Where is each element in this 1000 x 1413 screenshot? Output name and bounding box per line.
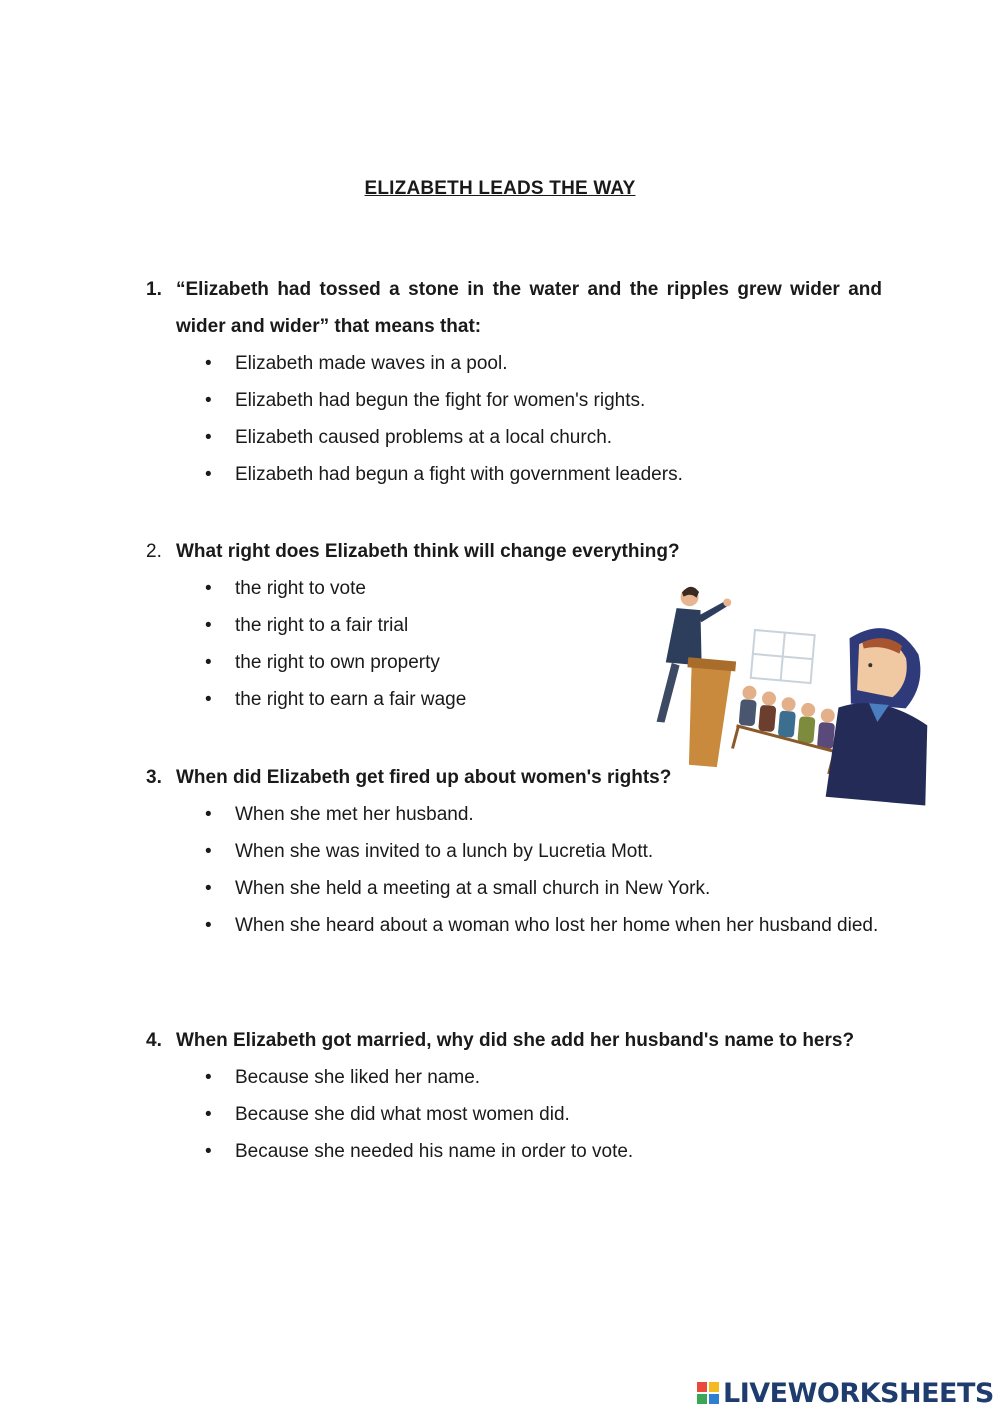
question-number: 4. [146,1030,162,1051]
answer-options [146,796,882,944]
question-text: When did Elizabeth get fired up about women's rights? [176,767,672,788]
question-1 [146,271,882,493]
answer-option[interactable]: • Because she liked her name. [235,1059,882,1096]
worksheet-title: ELIZABETH LEADS THE WAY [364,178,636,199]
question-4 [146,1022,882,1170]
answer-option[interactable]: • Elizabeth had begun the fight for women's rights. [235,382,882,419]
answer-option[interactable]: • Because she needed his name in order to vote. [235,1133,882,1170]
answer-options [146,1059,882,1170]
question-number: 1. [146,279,162,300]
question-text: “Elizabeth had tossed a stone in the water and the ripples grew wider and wider and wider” that means that: [176,279,882,337]
answer-option[interactable]: • the right to a fair trial [235,607,882,644]
question-number: 2. [146,541,162,562]
answer-options [146,345,882,493]
liveworksheets-logo [697,1375,994,1411]
answer-option[interactable]: • the right to earn a fair wage [235,681,882,718]
answer-option[interactable]: • Because she did what most women did. [235,1096,882,1133]
answer-option[interactable]: • When she heard about a woman who lost her home when her husband died. [235,907,882,944]
answer-option[interactable]: • the right to vote [235,570,882,607]
answer-option[interactable]: • the right to own property [235,644,882,681]
answer-option[interactable]: • When she held a meeting at a small church in New York. [235,870,882,907]
answer-option[interactable]: • When she met her husband. [235,796,882,833]
question-text: What right does Elizabeth think will change everything? [176,541,680,562]
logo-icon [697,1382,719,1404]
question-number: 3. [146,767,162,788]
meeting-illustration [621,565,953,812]
answer-option[interactable]: • Elizabeth made waves in a pool. [235,345,882,382]
answer-option[interactable]: • Elizabeth had begun a fight with government leaders. [235,456,882,493]
question-text: When Elizabeth got married, why did she add her husband's name to hers? [176,1030,855,1051]
logo-text: LIVEWORKSHEETS [723,1377,994,1409]
answer-option[interactable]: • When she was invited to a lunch by Lucretia Mott. [235,833,882,870]
answer-option[interactable]: • Elizabeth caused problems at a local church. [235,419,882,456]
